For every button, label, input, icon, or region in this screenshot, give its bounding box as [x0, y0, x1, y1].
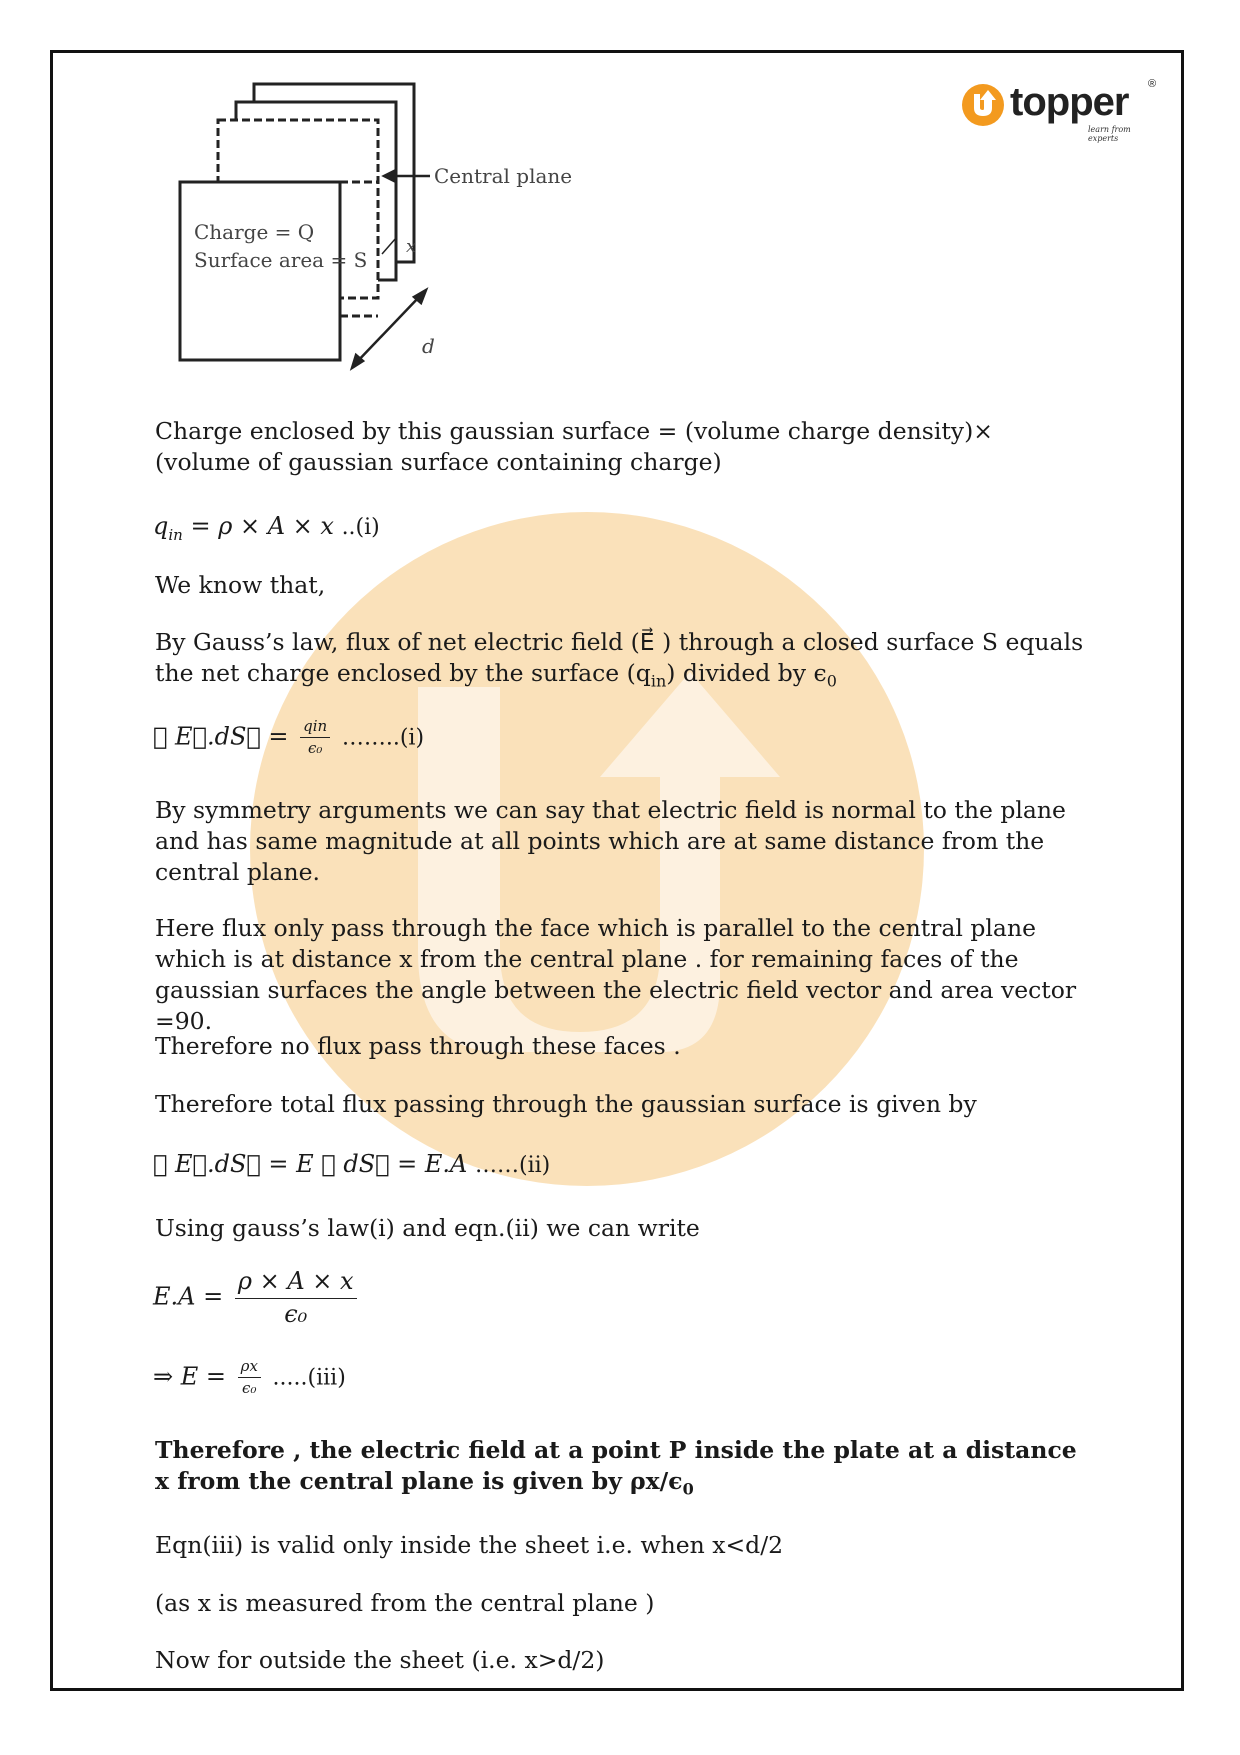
central-plane-label: Central plane [434, 164, 573, 188]
conclusion-text: Therefore , the electric field at a point P inside the plate at a distance x from the central plane is given by ρx/ϵ [155, 1436, 1077, 1495]
eq2-numerator: qin [300, 718, 330, 738]
paragraph-gauss-law [155, 627, 1085, 697]
paragraph-symmetry: By symmetry arguments we can say that electric field is normal to the plane and has same magnitude at all points which are at same distance from the central plane. [155, 796, 1066, 886]
equation-q-in [153, 512, 380, 544]
paragraph-total-flux: Therefore total flux passing through the gaussian surface is given by [155, 1090, 977, 1118]
charge-label: Charge = Q [194, 220, 315, 244]
gauss-law-sub-in: in [650, 671, 667, 691]
gauss-law-sub-0: 0 [826, 671, 837, 691]
surface-area-label: Surface area = S [194, 248, 368, 272]
eq1-lhs: q [153, 512, 169, 540]
logo-registered: ® [1148, 78, 1157, 90]
equation-flux-ea [153, 1150, 550, 1178]
logo-text: topper [1010, 80, 1129, 124]
paragraph-charge-enclosed: Charge enclosed by this gaussian surface = (volume charge density)× (volume of gaussian surface containing charge) [155, 417, 993, 476]
paragraph-using-gauss: Using gauss’s law(i) and eqn.(ii) we can write [155, 1214, 700, 1242]
paragraph-outside-sheet: Now for outside the sheet (i.e. x>d/2) [155, 1646, 605, 1674]
eq3-tag: ……(ii) [475, 1153, 551, 1178]
eq5-numerator: ρx [238, 1358, 261, 1378]
eq4-lhs: E.A = [153, 1282, 231, 1311]
x-label: x [406, 236, 417, 257]
logo-tagline: learn from experts [1088, 125, 1131, 143]
gauss-law-text-a: By Gauss’s law, flux of net electric field (E⃗ ) through a closed surface S equals the net charge enclosed by the surface (q [155, 628, 1084, 687]
paragraph-conclusion [155, 1435, 1085, 1505]
eq3-expression: ∮ E⃗.dS⃗ = E ∮ dS⃗ = E.A [153, 1150, 468, 1178]
paragraph-valid-inside: Eqn(iii) is valid only inside the sheet i.e. when x<d/2 [155, 1531, 784, 1559]
eq1-tag: ..(i) [341, 515, 380, 540]
equation-gauss [153, 718, 424, 758]
eq2-denominator: ϵ₀ [307, 739, 323, 758]
eq2-tag: ……..(i) [341, 725, 425, 751]
equation-ea [153, 1268, 361, 1328]
eq1-rhs: = ρ × A × x [182, 512, 334, 540]
eq4-denominator: ϵ₀ [284, 1299, 308, 1328]
eq2-lhs: ∮ E⃗.dS⃗ = [153, 722, 297, 751]
equation-e-field [153, 1358, 346, 1398]
eq1-subscript: in [168, 526, 183, 544]
topper-logo[interactable] [958, 78, 1158, 148]
paragraph-measured-from: (as x is measured from the central plane ) [155, 1589, 655, 1617]
eq5-lhs: ⇒ E = [153, 1362, 234, 1391]
charged-sheet-diagram [170, 78, 640, 398]
paragraph-we-know: We know that, [155, 571, 326, 599]
conclusion-sub-0: 0 [682, 1479, 694, 1499]
d-label: d [422, 334, 435, 358]
gauss-law-text-b: ) divided by ϵ [666, 659, 827, 687]
eq5-tag: .....(iii) [272, 1365, 346, 1391]
paragraph-flux-faces: Here flux only pass through the face which is parallel to the central plane which is at distance x from the central plane . for remaining faces of the gaussian surfaces the angle between the electric field vector and area vector =90. [155, 914, 1077, 1035]
eq4-numerator: ρ × A × x [235, 1268, 357, 1299]
paragraph-no-flux: Therefore no flux pass through these faces . [155, 1032, 681, 1060]
eq5-denominator: ϵ₀ [242, 1379, 257, 1398]
